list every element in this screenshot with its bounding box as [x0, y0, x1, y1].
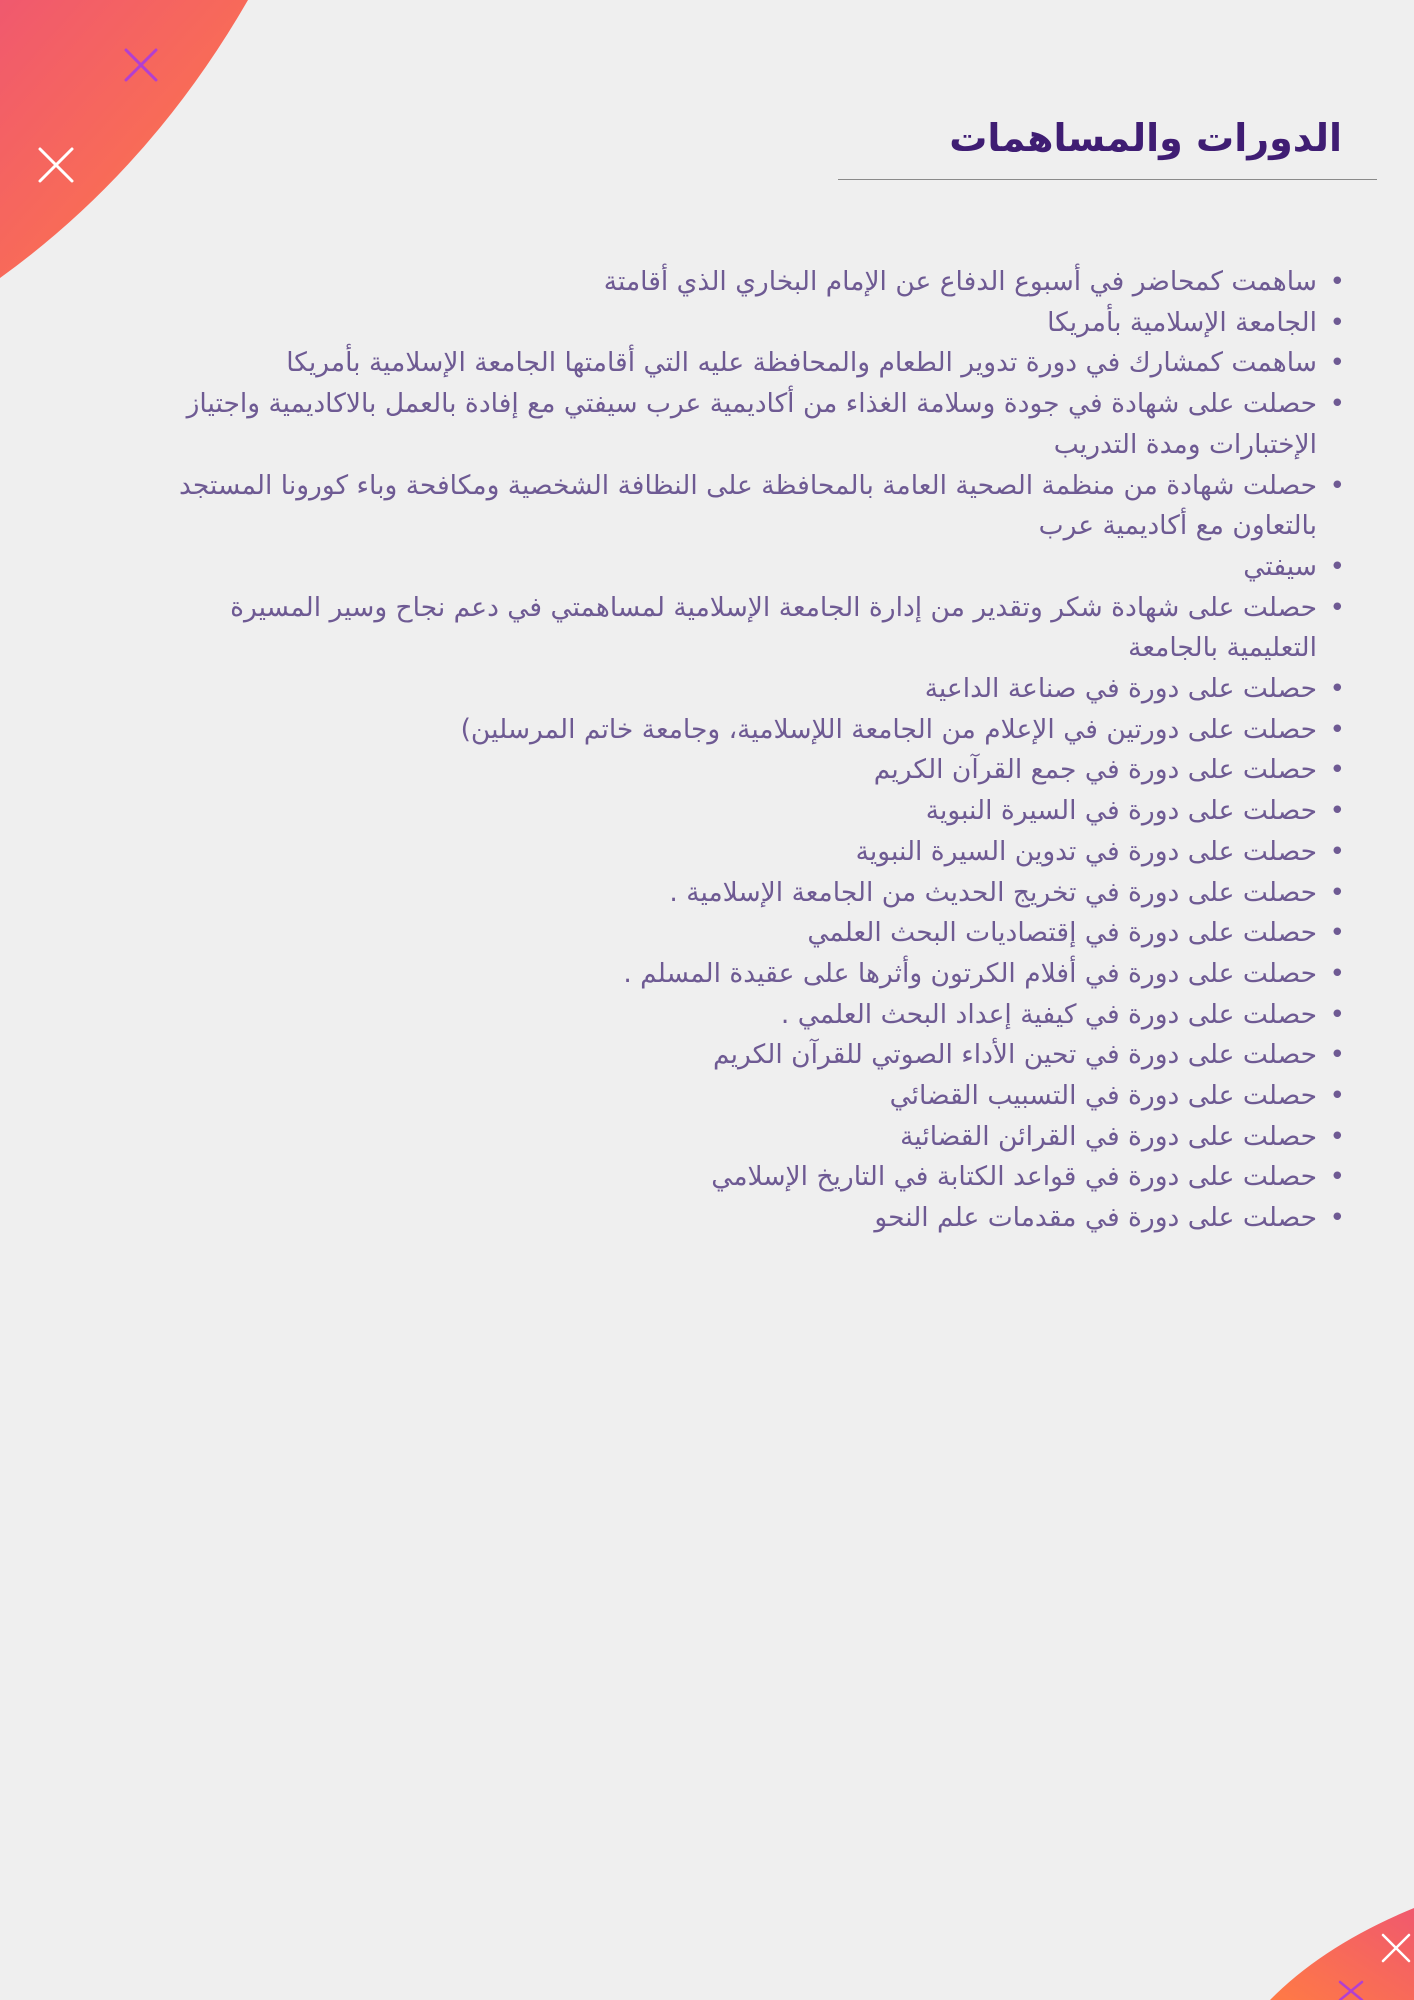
list-item: • حصلت على دورة في كيفية إعداد البحث العلمي .	[177, 995, 1317, 1036]
list-item: • حصلت على دورة في القرائن القضائية	[177, 1117, 1317, 1158]
list-item: • سيفتي	[177, 547, 1317, 588]
list-item: • حصلت على دورة في جمع القرآن الكريم	[177, 750, 1317, 791]
list-item: • حصلت على دورة في التسبيب القضائي	[177, 1076, 1317, 1117]
list-item: • حصلت على شهادة شكر وتقدير من إدارة الجامعة الإسلامية لمساهمتي في دعم نجاح وسير المسيرة التعليمية بالجامعة	[177, 588, 1317, 669]
list-item: • حصلت شهادة من منظمة الصحية العامة بالمحافظة على النظافة الشخصية ومكافحة وباء كورونا المستجد بالتعاون مع أكاديمية عرب	[177, 466, 1317, 547]
list-item: • حصلت على شهادة في جودة وسلامة الغذاء من أكاديمية عرب سيفتي مع إفادة بالعمل بالاكاديمية واجتياز الإختبارات ومدة التدريب	[177, 384, 1317, 465]
title-divider	[838, 179, 1377, 180]
list-item: • حصلت على دورة في تخريج الحديث من الجامعة الإسلامية .	[177, 873, 1317, 914]
list-item: • حصلت على دورة في قواعد الكتابة في التاريخ الإسلامي	[177, 1157, 1317, 1198]
list-item: • ساهمت كمحاضر في أسبوع الدفاع عن الإمام البخاري الذي أقامتة	[177, 262, 1317, 303]
list-item: • حصلت على دورة في السيرة النبوية	[177, 791, 1317, 832]
list-item: • حصلت على دورة في صناعة الداعية	[177, 669, 1317, 710]
corner-shape-bottom	[1270, 1908, 1414, 2000]
list-item: • حصلت على دورتين في الإعلام من الجامعة اللإسلامية، وجامعة خاتم المرسلين)	[177, 710, 1317, 751]
list-item: • حصلت على دورة في تدوين السيرة النبوية	[177, 832, 1317, 873]
list-item: • حصلت على دورة في تحين الأداء الصوتي للقرآن الكريم	[177, 1035, 1317, 1076]
corner-decoration-bottom	[1264, 1900, 1414, 2000]
list-item: • الجامعة الإسلامية بأمريكا	[177, 303, 1317, 344]
courses-list	[177, 262, 1317, 1239]
corner-decoration-top	[0, 0, 260, 290]
list-item: • حصلت على دورة في إقتصاديات البحث العلمي	[177, 913, 1317, 954]
list-item: • حصلت على دورة في مقدمات علم النحو	[177, 1198, 1317, 1239]
page-title: الدورات والمساهمات	[949, 116, 1342, 160]
list-item: • حصلت على دورة في أفلام الكرتون وأثرها على عقيدة المسلم .	[177, 954, 1317, 995]
list-item: • ساهمت كمشارك في دورة تدوير الطعام والمحافظة عليه التي أقامتها الجامعة الإسلامية بأمريكا	[177, 343, 1317, 384]
corner-shape-top	[0, 0, 248, 278]
